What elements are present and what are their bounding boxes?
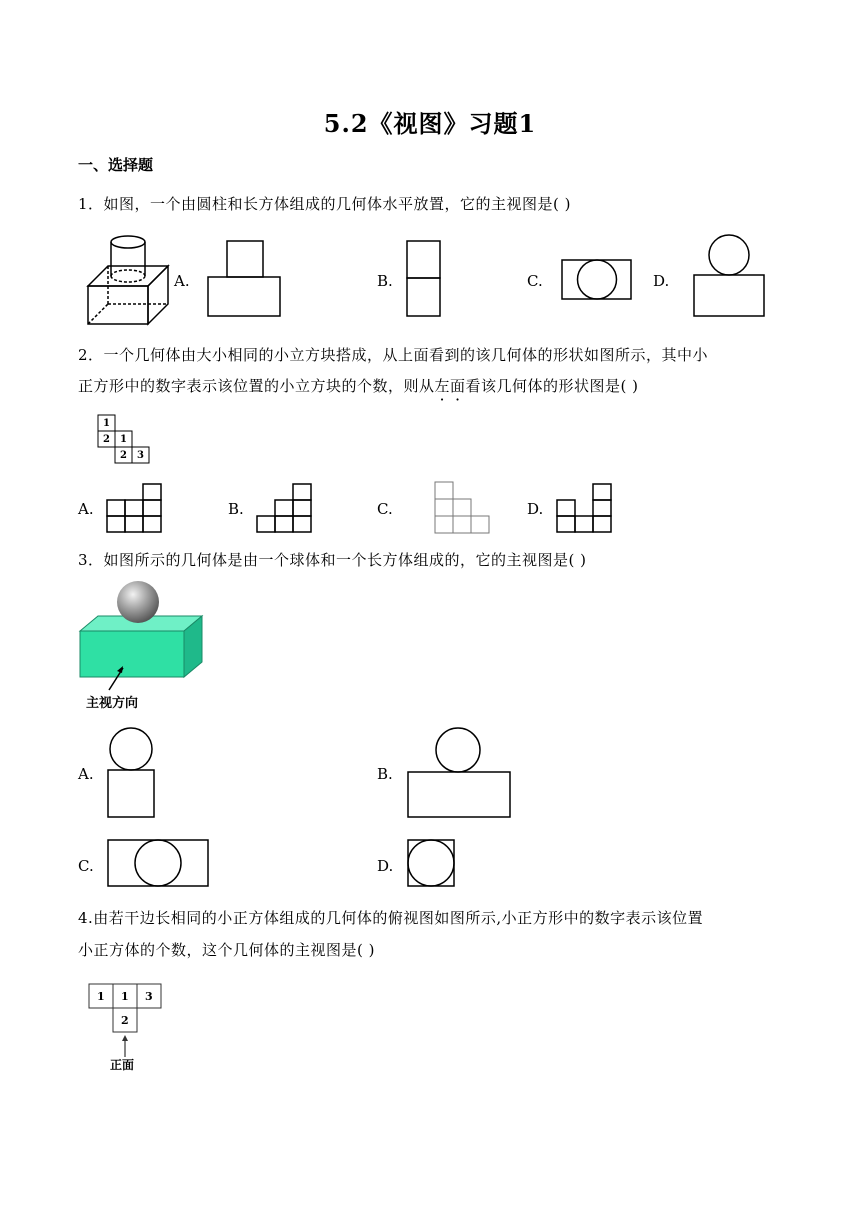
q3-option-d-label: D. [377,857,394,875]
question-3-text: 3．如图所示的几何体是由一个球体和一个长方体组成的，它的主视图是( ) [78,551,587,569]
q3-option-c-figure [106,838,212,890]
front-view-caption: 正面 [110,1058,135,1072]
q3-option-b-label: B. [377,765,393,783]
q2-option-b-label: B. [228,500,244,518]
grid-cell-number: 3 [137,450,144,461]
question-2-line-2: 正方形中的数字表示该位置的小立方块的个数，则从左面看该几何体的形状图是( ) [78,371,788,401]
question-4-line-2: 小正方体的个数，这个几何体的主视图是( ) [78,941,375,959]
grid-cell-number: 2 [121,1014,129,1027]
page-title: 5.2《视图》习题1 [323,109,537,138]
question-2-line-1: 2．一个几何体由大小相同的小立方块搭成，从上面看到的该几何体的形状如图所示，其中小 [78,346,709,364]
view-direction-caption: 主视方向 [86,696,139,711]
q3-option-b-figure [406,727,514,823]
q2-option-a-label: A. [78,500,94,518]
q1-option-a-figure [206,240,282,320]
q2-option-c-label: C. [377,500,393,518]
q3-option-c-label: C. [78,857,94,875]
q1-solid-figure [84,236,174,328]
q3-option-a-label: A. [78,765,94,783]
q3-option-d-figure [406,838,458,890]
grid-cell-number: 1 [97,990,105,1003]
grid-cell-number: 2 [103,434,110,445]
q2-option-d-figure [556,483,614,533]
grid-cell-number: 1 [121,990,129,1003]
question-4-line-1: 4.由若干边长相同的小正方体组成的几何体的俯视图如图所示,小正方形中的数字表示该位置 [78,909,704,927]
q1-option-c-figure [560,258,634,302]
q2-option-d-label: D. [527,500,544,518]
q2-top-view-grid [96,413,156,467]
q1-option-b-figure [406,240,442,320]
q3-solid-figure [78,580,208,700]
q1-option-a-label: A. [174,272,190,290]
emphasis-face: 面 [450,377,466,395]
grid-cell-number: 2 [120,450,127,461]
q2-option-a-figure [106,483,164,533]
grid-cell-number: 1 [103,418,110,429]
q3-option-a-figure [106,727,158,823]
q2-option-b-figure [256,483,314,533]
section-heading: 一、选择题 [78,156,154,174]
grid-cell-number: 1 [120,434,127,445]
q1-option-d-label: D. [653,272,670,290]
question-1-text: 1．如图，一个由圆柱和长方体组成的几何体水平放置，它的主视图是( ) [78,195,572,213]
grid-cell-number: 3 [145,990,153,1003]
emphasis-left: 左 [434,377,451,395]
q1-option-b-label: B. [377,272,393,290]
q2-option-c-figure [434,481,492,535]
q1-option-d-figure [692,234,768,320]
q1-option-c-label: C. [527,272,543,290]
